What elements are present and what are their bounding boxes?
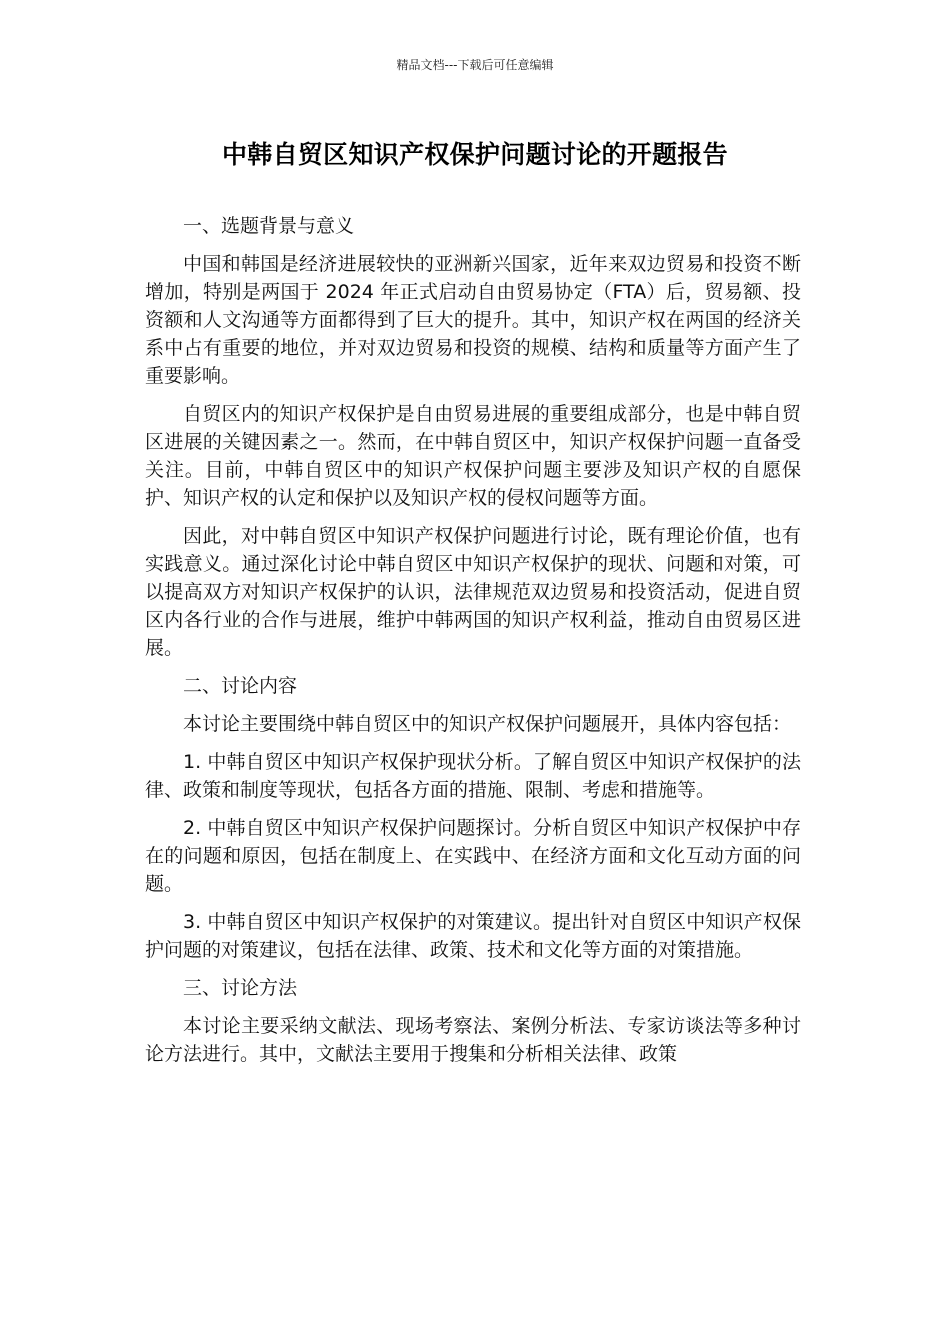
- section-heading: 三、讨论方法: [183, 977, 298, 999]
- list-item: 1. 中韩自贸区中知识产权保护现状分析。了解自贸区中知识产权保护的法律、政策和制度等现状，包括各方面的措施、限制、考虑和措施等。: [145, 751, 801, 801]
- list-item: 3. 中韩自贸区中知识产权保护的对策建议。提出针对自贸区中知识产权保护问题的对策建议，包括在法律、政策、技术和文化等方面的对策措施。: [145, 911, 801, 961]
- paragraph: 本讨论主要围绕中韩自贸区中的知识产权保护问题展开，具体内容包括：: [183, 713, 792, 735]
- section-heading: 二、讨论内容: [183, 675, 298, 697]
- paragraph: 中国和韩国是经济进展较快的亚洲新兴国家，近年来双边贸易和投资不断增加，特别是两国于 2024 年正式启动自由贸易协定（FTA）后，贸易额、投资额和人文沟通等方面都得到了巨大的提升。其中，知识产权在两国的经济关系中占有重要的地位，并对双边贸易和投资的规模、结构和质量等方面产生了重要影响。: [145, 253, 801, 387]
- paragraph: 自贸区内的知识产权保护是自由贸易进展的重要组成部分，也是中韩自贸区进展的关键因素之一。然而，在中韩自贸区中，知识产权保护问题一直备受关注。目前，中韩自贸区中的知识产权保护问题主要涉及知识产权的自愿保护、知识产权的认定和保护以及知识产权的侵权问题等方面。: [145, 403, 801, 509]
- page-header: 精品文档---下载后可任意编辑: [396, 58, 554, 72]
- document-body: [145, 212, 801, 1078]
- list-item: 2. 中韩自贸区中知识产权保护问题探讨。分析自贸区中知识产权保护中存在的问题和原因，包括在制度上、在实践中、在经济方面和文化互动方面的问题。: [145, 817, 801, 895]
- paragraph: 本讨论主要采纳文献法、现场考察法、案例分析法、专家访谈法等多种讨论方法进行。其中，文献法主要用于搜集和分析相关法律、政策: [145, 1015, 801, 1065]
- section-heading: 一、选题背景与意义: [183, 215, 355, 237]
- paragraph: 因此，对中韩自贸区中知识产权保护问题进行讨论，既有理论价值，也有实践意义。通过深化讨论中韩自贸区中知识产权保护的现状、问题和对策，可以提高双方对知识产权保护的认识，法律规范双边贸易和投资活动，促进自贸区内各行业的合作与进展，维护中韩两国的知识产权利益，推动自由贸易区进展。: [145, 525, 801, 659]
- document-title: 中韩自贸区知识产权保护问题讨论的开题报告: [221, 140, 728, 169]
